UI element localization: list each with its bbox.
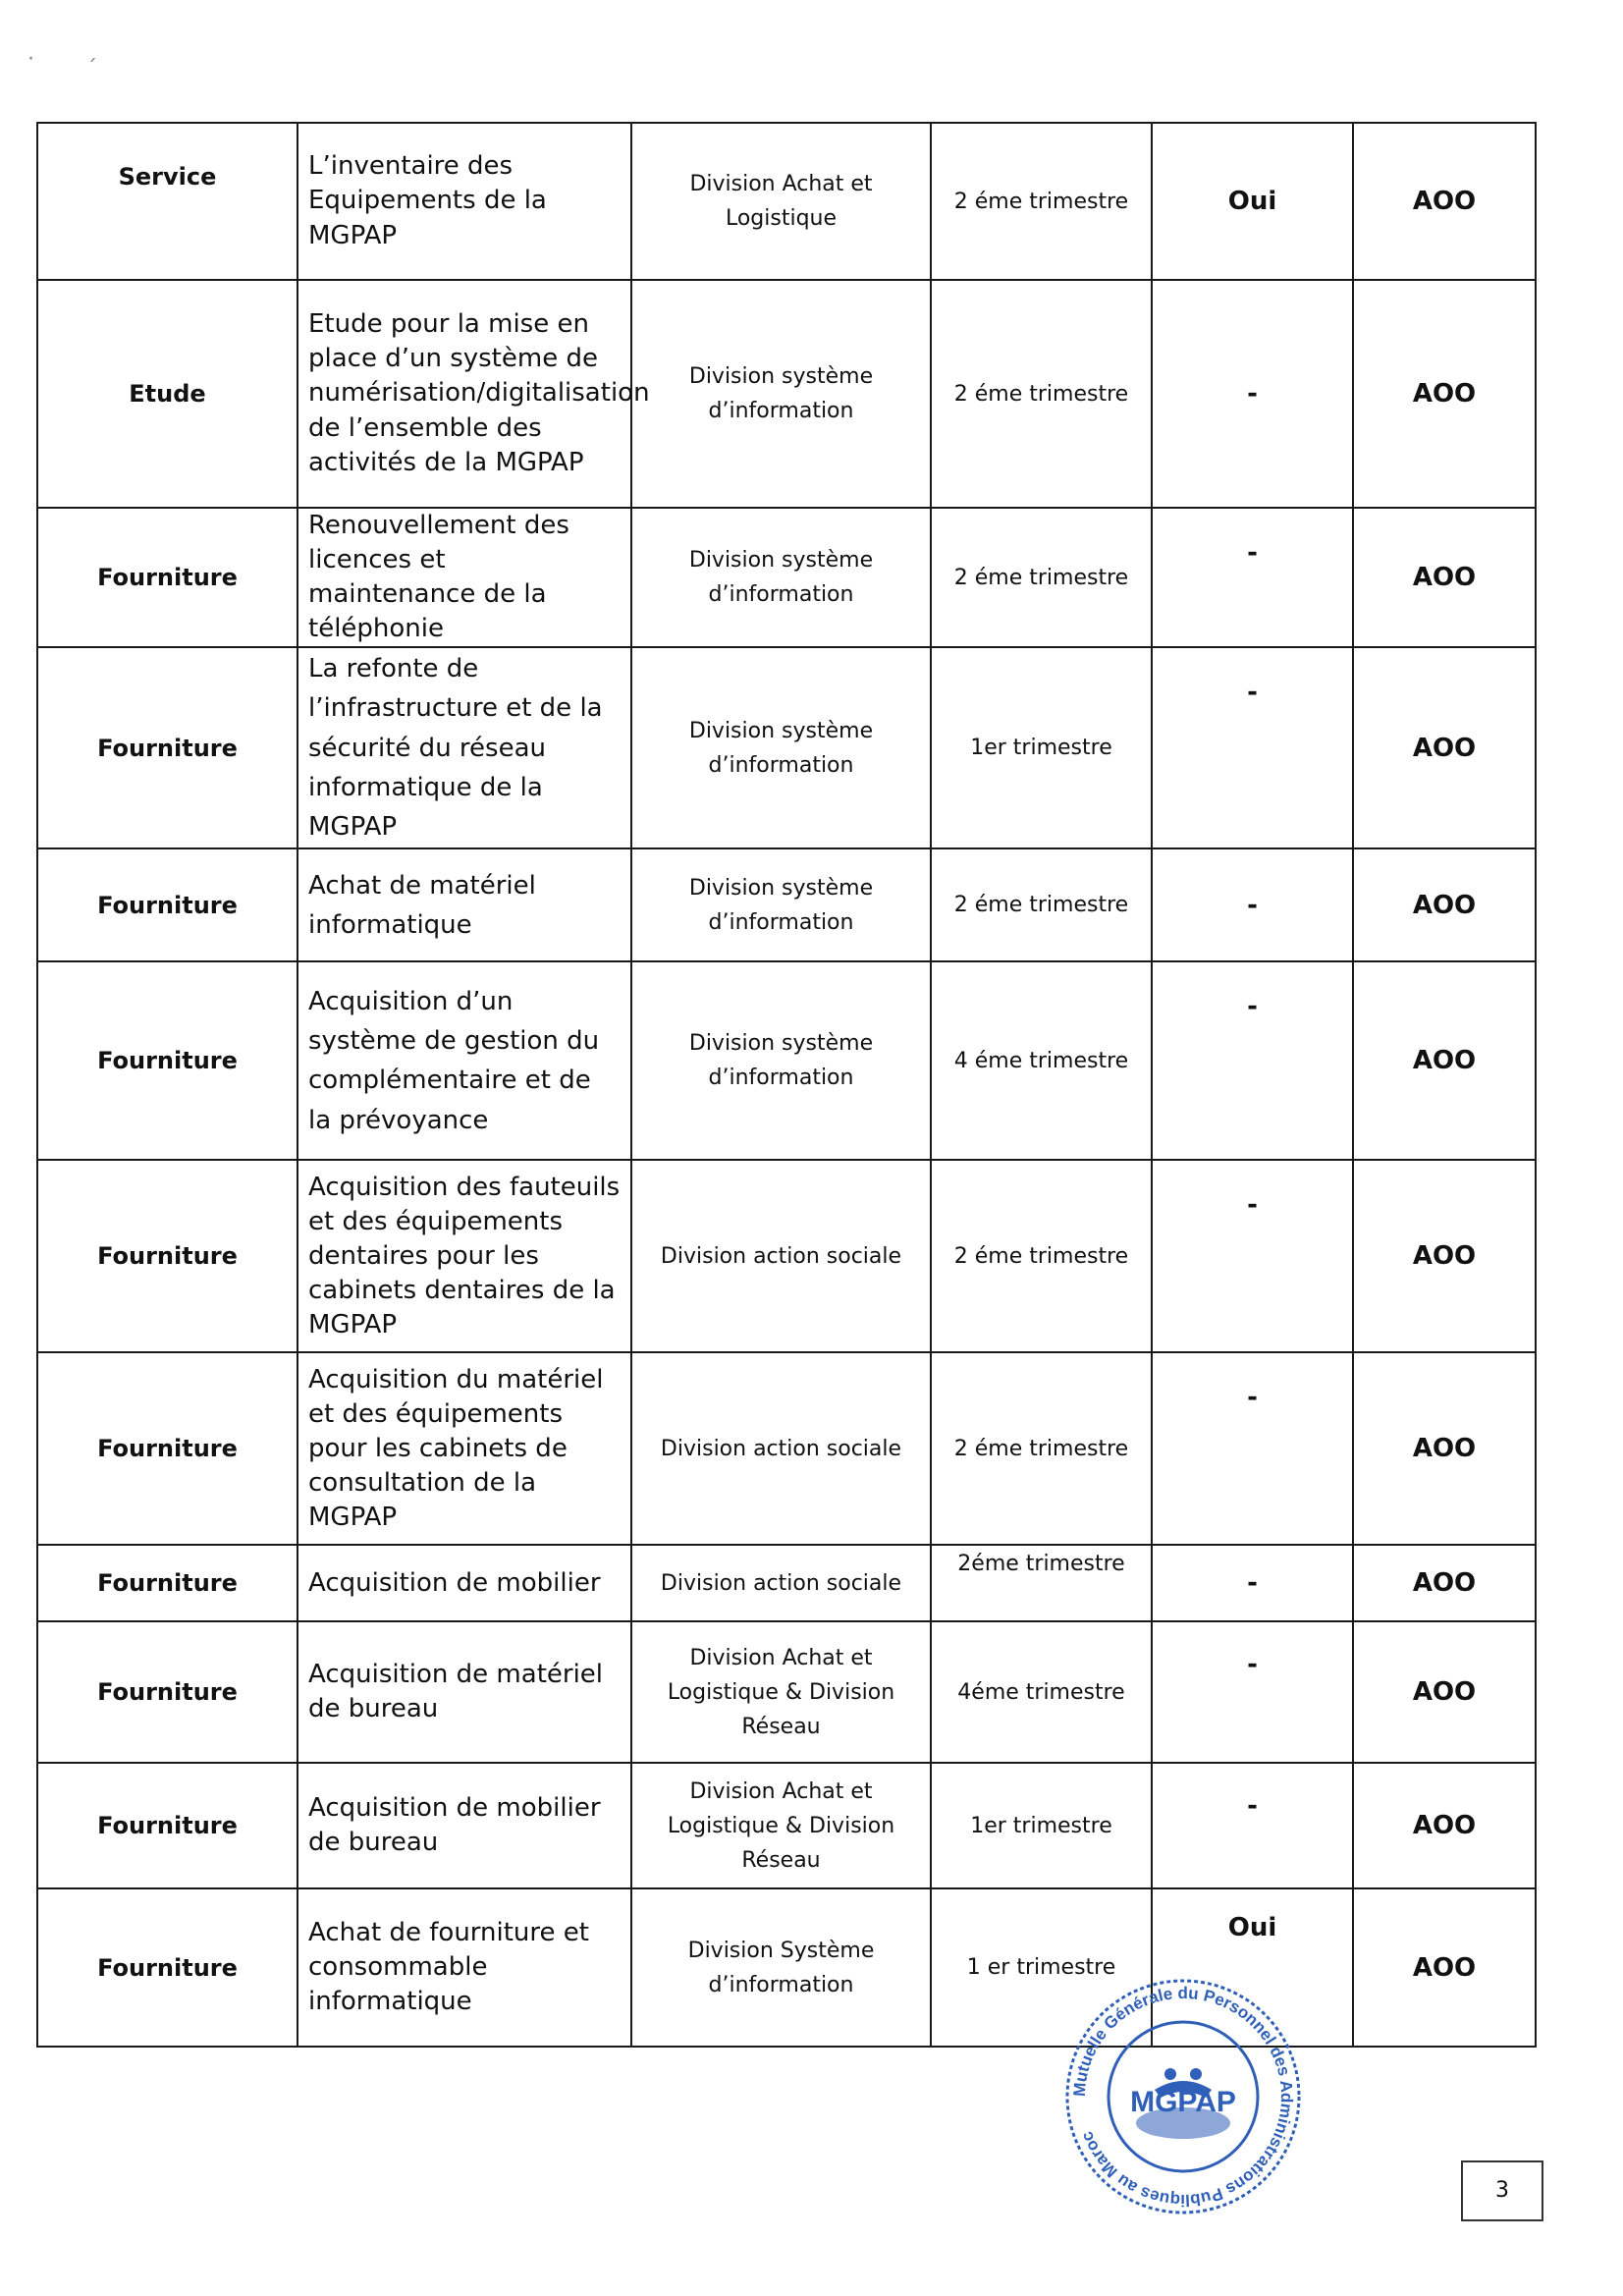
- mode-cell: AOO: [1353, 1545, 1536, 1621]
- service-cell: Division système d’information: [631, 508, 931, 647]
- reserve-cell: Oui: [1152, 1888, 1353, 2047]
- reserve-cell: -: [1152, 1621, 1353, 1763]
- table-row: [37, 1545, 1536, 1621]
- type-cell: Fourniture: [37, 1545, 298, 1621]
- service-cell: Division système d’information: [631, 848, 931, 961]
- type-cell: Fourniture: [37, 1160, 298, 1352]
- objet-cell: Acquisition de mobilier: [298, 1545, 631, 1621]
- objet-cell: Acquisition d’un système de gestion du complémentaire et de la prévoyance: [298, 961, 631, 1160]
- mode-cell: AOO: [1353, 1888, 1536, 2047]
- type-cell: Fourniture: [37, 1763, 298, 1888]
- reserve-cell: Oui: [1152, 123, 1353, 280]
- periode-cell: 2 éme trimestre: [931, 1352, 1152, 1545]
- type-cell: Service: [37, 123, 298, 280]
- service-cell: Division système d’information: [631, 961, 931, 1160]
- type-cell: Etude: [37, 280, 298, 508]
- table-row: [37, 848, 1536, 961]
- periode-cell: 1er trimestre: [931, 647, 1152, 848]
- service-cell: Division Achat et Logistique & Division Réseau: [631, 1621, 931, 1763]
- service-cell: Division Système d’information: [631, 1888, 931, 2047]
- mode-cell: AOO: [1353, 1621, 1536, 1763]
- periode-cell: 1 er trimestre: [931, 1888, 1152, 2047]
- reserve-cell: -: [1152, 647, 1353, 848]
- periode-cell: 2 éme trimestre: [931, 280, 1152, 508]
- reserve-cell: -: [1152, 1160, 1353, 1352]
- stamp-text: Mutuelle Générale du Personnel des Administrations Publiques au Maroc: [1069, 1983, 1297, 2211]
- stamp-logo: MGPAP: [1130, 2086, 1236, 2118]
- type-cell: Fourniture: [37, 1888, 298, 2047]
- reserve-cell: -: [1152, 848, 1353, 961]
- reserve-cell: -: [1152, 280, 1353, 508]
- objet-cell: Acquisition des fauteuils et des équipements dentaires pour les cabinets dentaires de la MGPAP: [298, 1160, 631, 1352]
- type-cell: Fourniture: [37, 647, 298, 848]
- periode-cell: 2 éme trimestre: [931, 508, 1152, 647]
- mode-cell: AOO: [1353, 1160, 1536, 1352]
- scan-artifact: ·: [27, 47, 34, 72]
- objet-cell: Achat de matériel informatique: [298, 848, 631, 961]
- procurement-table: [36, 122, 1537, 2048]
- scan-artifact: ´: [86, 57, 97, 82]
- periode-cell: 4éme trimestre: [931, 1621, 1152, 1763]
- mgpap-stamp: [1060, 1974, 1306, 2219]
- objet-cell: Acquisition de mobilier de bureau: [298, 1763, 631, 1888]
- service-cell: Division Achat et Logistique & Division Réseau: [631, 1763, 931, 1888]
- reserve-cell: -: [1152, 961, 1353, 1160]
- objet-cell: Acquisition de matériel de bureau: [298, 1621, 631, 1763]
- objet-cell: Etude pour la mise en place d’un système de numérisation/digitalisation de l’ensemble des activités de la MGPAP: [298, 280, 631, 508]
- objet-cell: La refonte de l’infrastructure et de la sécurité du réseau informatique de la MGPAP: [298, 647, 631, 848]
- objet-cell: L’inventaire des Equipements de la MGPAP: [298, 123, 631, 280]
- mode-cell: AOO: [1353, 1763, 1536, 1888]
- table-row: [37, 1352, 1536, 1545]
- objet-cell: Achat de fourniture et consommable informatique: [298, 1888, 631, 2047]
- service-cell: Division système d’information: [631, 647, 931, 848]
- table-row: [37, 1888, 1536, 2047]
- service-cell: Division action sociale: [631, 1545, 931, 1621]
- periode-cell: 2éme trimestre: [931, 1545, 1152, 1621]
- table-row: [37, 961, 1536, 1160]
- type-cell: Fourniture: [37, 1621, 298, 1763]
- table-row: [37, 1621, 1536, 1763]
- type-cell: Fourniture: [37, 848, 298, 961]
- service-cell: Division système d’information: [631, 280, 931, 508]
- service-cell: Division Achat et Logistique: [631, 123, 931, 280]
- periode-cell: 2 éme trimestre: [931, 848, 1152, 961]
- reserve-cell: -: [1152, 1352, 1353, 1545]
- objet-cell: Acquisition du matériel et des équipements pour les cabinets de consultation de la MGPAP: [298, 1352, 631, 1545]
- page-number: 3: [1461, 2160, 1543, 2221]
- objet-cell: Renouvellement des licences et maintenance de la téléphonie: [298, 508, 631, 647]
- periode-cell: 2 éme trimestre: [931, 123, 1152, 280]
- mode-cell: AOO: [1353, 280, 1536, 508]
- type-cell: Fourniture: [37, 508, 298, 647]
- table-row: [37, 1160, 1536, 1352]
- type-cell: Fourniture: [37, 1352, 298, 1545]
- reserve-cell: -: [1152, 1545, 1353, 1621]
- table-row: [37, 1763, 1536, 1888]
- mode-cell: AOO: [1353, 1352, 1536, 1545]
- mode-cell: AOO: [1353, 647, 1536, 848]
- periode-cell: 4 éme trimestre: [931, 961, 1152, 1160]
- mode-cell: AOO: [1353, 508, 1536, 647]
- type-cell: Fourniture: [37, 961, 298, 1160]
- periode-cell: 1er trimestre: [931, 1763, 1152, 1888]
- reserve-cell: -: [1152, 508, 1353, 647]
- periode-cell: 2 éme trimestre: [931, 1160, 1152, 1352]
- table-row: [37, 123, 1536, 280]
- mode-cell: AOO: [1353, 961, 1536, 1160]
- service-cell: Division action sociale: [631, 1352, 931, 1545]
- table-row: [37, 647, 1536, 848]
- mode-cell: AOO: [1353, 848, 1536, 961]
- table-row: [37, 280, 1536, 508]
- service-cell: Division action sociale: [631, 1160, 931, 1352]
- mode-cell: AOO: [1353, 123, 1536, 280]
- reserve-cell: -: [1152, 1763, 1353, 1888]
- table-row: [37, 508, 1536, 647]
